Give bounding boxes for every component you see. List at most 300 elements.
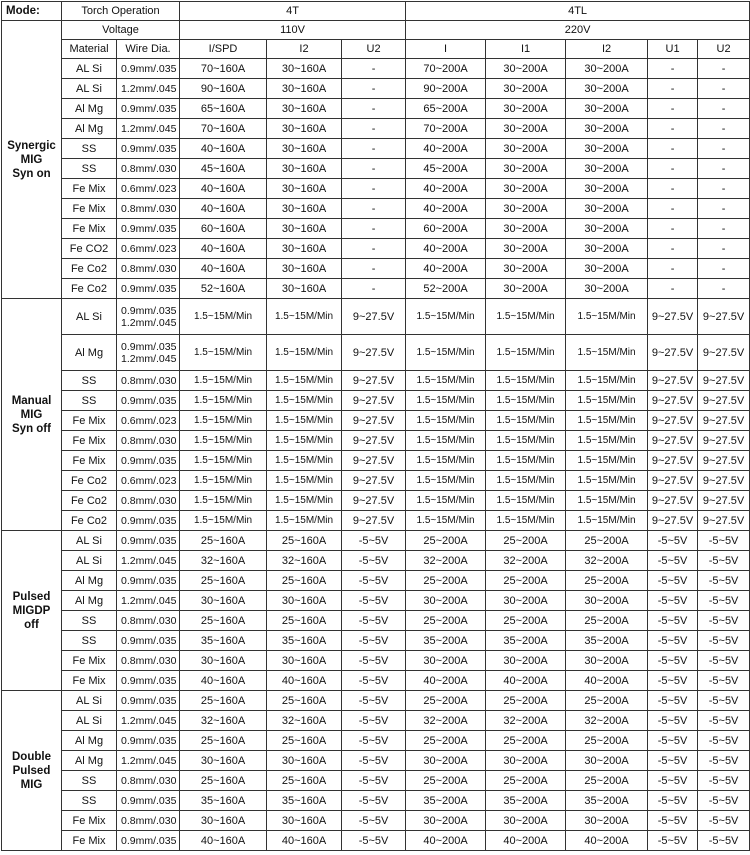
value-cell-4tl-u1: 9~27.5V (648, 511, 698, 531)
wire-dia-cell (117, 219, 180, 239)
value-cell-4tl-u2: -5~5V (698, 711, 750, 731)
value-cell-4tl-u1: -5~5V (648, 571, 698, 591)
value-cell-4t-i2: 30~160A (267, 751, 342, 771)
value-cell-4tl-u1: -5~5V (648, 651, 698, 671)
value-cell-4tl-u2: -5~5V (698, 611, 750, 631)
value-cell-4t-i-spd: 40~160A (180, 239, 267, 259)
wire-dia-cell (117, 335, 180, 371)
value-cell-4tl-i2: 30~200A (566, 139, 648, 159)
value-cell-4tl-u2: -5~5V (698, 691, 750, 711)
material-cell: Fe Co2 (62, 259, 117, 279)
value-cell-4tl-i1: 30~200A (486, 179, 566, 199)
table-row (2, 199, 750, 219)
wire-dia-value: 0.6mm/.023 (121, 182, 177, 195)
value-cell-4tl-i2: 30~200A (566, 259, 648, 279)
value-cell-4t-i2: 1.5~15M/Min (267, 391, 342, 411)
value-cell-4t-i-spd: 25~160A (180, 571, 267, 591)
value-cell-4tl-i1: 30~200A (486, 79, 566, 99)
value-cell-4tl-i2: 30~200A (566, 751, 648, 771)
wire-dia-cell (117, 791, 180, 811)
material-cell: SS (62, 371, 117, 391)
table-row (2, 691, 750, 711)
value-cell-4t-u2: - (342, 59, 406, 79)
value-cell-4t-i2: 1.5~15M/Min (267, 451, 342, 471)
table-row (2, 811, 750, 831)
material-cell: Fe Co2 (62, 279, 117, 299)
value-cell-4t-i-spd: 32~160A (180, 551, 267, 571)
value-cell-4tl-u2: 9~27.5V (698, 511, 750, 531)
value-cell-4tl-i1: 25~200A (486, 731, 566, 751)
value-cell-4tl-i: 35~200A (406, 631, 486, 651)
value-cell-4tl-i2: 25~200A (566, 571, 648, 591)
table-row (2, 159, 750, 179)
value-cell-4t-i2: 30~160A (267, 59, 342, 79)
value-cell-4tl-i2: 1.5~15M/Min (566, 511, 648, 531)
value-cell-4tl-i1: 1.5~15M/Min (486, 335, 566, 371)
value-cell-4tl-u2: - (698, 99, 750, 119)
table-row (2, 259, 750, 279)
wire-dia-value: 0.8mm/.030 (121, 374, 177, 387)
value-cell-4t-i2: 1.5~15M/Min (267, 491, 342, 511)
value-cell-4tl-u1: -5~5V (648, 591, 698, 611)
material-cell: Fe Co2 (62, 491, 117, 511)
material-cell: Fe Mix (62, 199, 117, 219)
value-cell-4tl-u1: - (648, 239, 698, 259)
value-cell-4t-i2: 32~160A (267, 711, 342, 731)
value-cell-4tl-i2: 1.5~15M/Min (566, 391, 648, 411)
wire-dia-value: 1.2mm/.045 (121, 714, 177, 727)
table-row (2, 371, 750, 391)
wire-dia-value: 0.9mm/.035 (121, 534, 177, 547)
value-cell-4t-i2: 30~160A (267, 591, 342, 611)
value-cell-4tl-i2: 1.5~15M/Min (566, 411, 648, 431)
material-cell: SS (62, 159, 117, 179)
material-cell: SS (62, 391, 117, 411)
wire-dia-cell (117, 431, 180, 451)
wire-dia-value: 0.9mm/.035 (121, 674, 177, 687)
value-cell-4tl-i2: 30~200A (566, 179, 648, 199)
wire-dia-cell (117, 671, 180, 691)
value-cell-4t-u2: 9~27.5V (342, 335, 406, 371)
value-cell-4tl-i: 30~200A (406, 811, 486, 831)
value-cell-4tl-u1: -5~5V (648, 611, 698, 631)
wire-dia-cell (117, 391, 180, 411)
value-cell-4tl-i1: 30~200A (486, 139, 566, 159)
value-cell-4tl-u2: 9~27.5V (698, 431, 750, 451)
value-cell-4tl-i: 40~200A (406, 199, 486, 219)
value-cell-4tl-u1: -5~5V (648, 771, 698, 791)
material-cell: Al Mg (62, 119, 117, 139)
value-cell-4tl-i1: 30~200A (486, 59, 566, 79)
material-cell: AL Si (62, 79, 117, 99)
value-cell-4tl-i: 65~200A (406, 99, 486, 119)
value-cell-4tl-i1: 30~200A (486, 279, 566, 299)
value-cell-4tl-i: 32~200A (406, 551, 486, 571)
value-cell-4tl-i1: 30~200A (486, 239, 566, 259)
value-cell-4tl-i1: 30~200A (486, 259, 566, 279)
value-cell-4tl-i2: 40~200A (566, 831, 648, 851)
wire-dia-value: 0.9mm/.035 (121, 394, 177, 407)
material-cell: AL Si (62, 551, 117, 571)
value-cell-4t-i2: 25~160A (267, 531, 342, 551)
value-cell-4t-i-spd: 40~160A (180, 831, 267, 851)
value-cell-4tl-i: 45~200A (406, 159, 486, 179)
value-cell-4tl-i2: 25~200A (566, 611, 648, 631)
wire-dia-cell (117, 551, 180, 571)
wire-dia-value: 0.9mm/.035 (121, 454, 177, 467)
value-cell-4tl-i2: 25~200A (566, 771, 648, 791)
value-cell-4t-u2: - (342, 159, 406, 179)
value-cell-4t-i2: 30~160A (267, 279, 342, 299)
value-cell-4tl-i1: 1.5~15M/Min (486, 391, 566, 411)
value-cell-4t-i2: 30~160A (267, 139, 342, 159)
value-cell-4t-u2: -5~5V (342, 671, 406, 691)
value-cell-4tl-i: 1.5~15M/Min (406, 451, 486, 471)
value-cell-4tl-i: 1.5~15M/Min (406, 491, 486, 511)
wire-dia-value: 0.8mm/.030 (121, 814, 177, 827)
value-cell-4t-i2: 30~160A (267, 79, 342, 99)
material-cell: Fe Mix (62, 219, 117, 239)
value-cell-4tl-i: 1.5~15M/Min (406, 511, 486, 531)
value-cell-4t-i-spd: 40~160A (180, 139, 267, 159)
value-cell-4tl-i1: 30~200A (486, 199, 566, 219)
value-cell-4t-i-spd: 1.5~15M/Min (180, 471, 267, 491)
material-cell: SS (62, 791, 117, 811)
value-cell-4tl-u1: -5~5V (648, 691, 698, 711)
table-row (2, 335, 750, 371)
value-cell-4tl-u2: - (698, 219, 750, 239)
value-cell-4tl-u2: - (698, 259, 750, 279)
col-header-4tl-i2: I2 (566, 40, 648, 59)
value-cell-4tl-i1: 30~200A (486, 99, 566, 119)
value-cell-4t-u2: - (342, 279, 406, 299)
col-header-4tl-u2: U2 (698, 40, 750, 59)
mode-line: Manual (11, 394, 52, 407)
material-cell: Fe Mix (62, 179, 117, 199)
wire-dia-value: 0.8mm/.030 (121, 774, 177, 787)
mode-line: Double (12, 750, 51, 763)
value-cell-4t-i2: 1.5~15M/Min (267, 511, 342, 531)
value-cell-4t-i-spd: 1.5~15M/Min (180, 511, 267, 531)
wire-dia-value: 0.8mm/.030 (121, 262, 177, 275)
wire-dia-value: 1.2mm/.045 (121, 554, 177, 567)
table-row (2, 571, 750, 591)
wire-dia-cell (117, 119, 180, 139)
value-cell-4tl-i1: 1.5~15M/Min (486, 511, 566, 531)
value-cell-4tl-i: 30~200A (406, 751, 486, 771)
mode-cell (2, 691, 62, 851)
value-cell-4tl-i2: 30~200A (566, 119, 648, 139)
value-cell-4tl-u1: - (648, 139, 698, 159)
value-cell-4tl-u2: -5~5V (698, 791, 750, 811)
header-row-columns (2, 40, 750, 59)
value-cell-4tl-u1: - (648, 99, 698, 119)
value-cell-4t-u2: -5~5V (342, 811, 406, 831)
wire-dia-cell (117, 411, 180, 431)
value-cell-4tl-i: 1.5~15M/Min (406, 335, 486, 371)
value-cell-4tl-i2: 1.5~15M/Min (566, 371, 648, 391)
value-cell-4tl-u2: 9~27.5V (698, 335, 750, 371)
material-cell: AL Si (62, 531, 117, 551)
value-cell-4tl-i2: 30~200A (566, 651, 648, 671)
value-cell-4tl-u1: - (648, 59, 698, 79)
table-row (2, 279, 750, 299)
value-cell-4tl-u2: -5~5V (698, 671, 750, 691)
value-cell-4tl-u1: -5~5V (648, 811, 698, 831)
value-cell-4tl-i2: 30~200A (566, 79, 648, 99)
material-cell: Fe CO2 (62, 239, 117, 259)
wire-dia-cell (117, 711, 180, 731)
value-cell-4tl-i2: 25~200A (566, 731, 648, 751)
value-cell-4tl-i2: 30~200A (566, 239, 648, 259)
value-cell-4t-i-spd: 90~160A (180, 79, 267, 99)
value-cell-4t-u2: 9~27.5V (342, 411, 406, 431)
table-row (2, 79, 750, 99)
value-cell-4tl-i2: 35~200A (566, 631, 648, 651)
value-cell-4tl-u2: 9~27.5V (698, 471, 750, 491)
wire-dia-value: 0.9mm/.035 (121, 304, 177, 317)
col-header-4tl-i1: I1 (486, 40, 566, 59)
wire-dia-cell (117, 491, 180, 511)
value-cell-4tl-u1: 9~27.5V (648, 451, 698, 471)
value-cell-4tl-i: 40~200A (406, 831, 486, 851)
table-row (2, 219, 750, 239)
value-cell-4tl-u1: 9~27.5V (648, 391, 698, 411)
value-cell-4tl-u2: 9~27.5V (698, 299, 750, 335)
table-row (2, 119, 750, 139)
mode-cell (2, 21, 62, 299)
value-cell-4tl-i1: 1.5~15M/Min (486, 491, 566, 511)
table-row (2, 391, 750, 411)
wire-dia-cell (117, 371, 180, 391)
mode-label: Mode: (2, 2, 62, 21)
material-cell: Al Mg (62, 751, 117, 771)
value-cell-4t-i-spd: 1.5~15M/Min (180, 299, 267, 335)
col-header-4tl-i: I (406, 40, 486, 59)
table-row (2, 771, 750, 791)
table-row (2, 299, 750, 335)
value-cell-4t-u2: 9~27.5V (342, 391, 406, 411)
value-cell-4tl-i1: 1.5~15M/Min (486, 411, 566, 431)
value-cell-4t-i2: 30~160A (267, 219, 342, 239)
col-header-4tl-u1: U1 (648, 40, 698, 59)
value-cell-4t-i2: 30~160A (267, 99, 342, 119)
value-cell-4tl-i: 35~200A (406, 791, 486, 811)
value-cell-4tl-u1: - (648, 179, 698, 199)
value-cell-4tl-i: 40~200A (406, 239, 486, 259)
wire-dia-value: 0.9mm/.035 (121, 834, 177, 847)
value-cell-4tl-i2: 40~200A (566, 671, 648, 691)
value-cell-4tl-i2: 1.5~15M/Min (566, 471, 648, 491)
value-cell-4tl-u2: -5~5V (698, 531, 750, 551)
value-cell-4t-i2: 25~160A (267, 771, 342, 791)
value-cell-4t-i2: 1.5~15M/Min (267, 411, 342, 431)
value-cell-4t-i2: 35~160A (267, 631, 342, 651)
wire-dia-cell (117, 831, 180, 851)
value-cell-4tl-u1: -5~5V (648, 791, 698, 811)
value-cell-4tl-u2: 9~27.5V (698, 371, 750, 391)
value-cell-4tl-u2: - (698, 199, 750, 219)
wire-dia-value: 0.8mm/.030 (121, 162, 177, 175)
value-cell-4tl-u2: - (698, 59, 750, 79)
wire-dia-value: 0.9mm/.035 (121, 282, 177, 295)
value-cell-4tl-i: 40~200A (406, 179, 486, 199)
wire-dia-value: 0.8mm/.030 (121, 202, 177, 215)
value-cell-4t-i2: 25~160A (267, 611, 342, 631)
material-cell: Fe Mix (62, 651, 117, 671)
value-cell-4tl-i: 40~200A (406, 671, 486, 691)
value-cell-4tl-i1: 25~200A (486, 611, 566, 631)
value-cell-4tl-i1: 1.5~15M/Min (486, 371, 566, 391)
value-cell-4tl-u1: -5~5V (648, 631, 698, 651)
value-cell-4tl-i2: 32~200A (566, 711, 648, 731)
value-cell-4tl-u1: - (648, 79, 698, 99)
value-cell-4tl-i: 25~200A (406, 571, 486, 591)
value-cell-4t-i-spd: 70~160A (180, 119, 267, 139)
material-cell: Fe Mix (62, 831, 117, 851)
header-row-voltage (2, 21, 750, 40)
value-cell-4t-u2: -5~5V (342, 751, 406, 771)
value-cell-4t-i-spd: 25~160A (180, 731, 267, 751)
wire-dia-cell (117, 179, 180, 199)
table-row (2, 591, 750, 611)
mode-line: Synergic (7, 139, 56, 152)
value-cell-4t-i2: 25~160A (267, 731, 342, 751)
value-cell-4tl-u1: -5~5V (648, 671, 698, 691)
value-cell-4t-i-spd: 30~160A (180, 751, 267, 771)
mode-line: MIG (20, 408, 43, 421)
voltage-110v: 110V (180, 21, 406, 40)
value-cell-4tl-i1: 32~200A (486, 551, 566, 571)
wire-dia-cell (117, 731, 180, 751)
value-cell-4tl-i1: 40~200A (486, 831, 566, 851)
wire-dia-value: 0.6mm/.023 (121, 242, 177, 255)
value-cell-4tl-i2: 30~200A (566, 99, 648, 119)
mode-line: MIG (20, 778, 43, 791)
value-cell-4tl-i2: 25~200A (566, 691, 648, 711)
voltage-220v: 220V (406, 21, 750, 40)
wire-dia-cell (117, 239, 180, 259)
value-cell-4t-u2: - (342, 119, 406, 139)
value-cell-4tl-u2: -5~5V (698, 571, 750, 591)
mode-line: off (24, 618, 39, 631)
value-cell-4t-i2: 32~160A (267, 551, 342, 571)
value-cell-4t-u2: -5~5V (342, 711, 406, 731)
value-cell-4t-u2: -5~5V (342, 771, 406, 791)
value-cell-4t-i2: 1.5~15M/Min (267, 371, 342, 391)
value-cell-4tl-u2: -5~5V (698, 551, 750, 571)
material-cell: Fe Mix (62, 431, 117, 451)
value-cell-4t-i-spd: 35~160A (180, 631, 267, 651)
value-cell-4tl-i: 70~200A (406, 59, 486, 79)
value-cell-4tl-u1: 9~27.5V (648, 299, 698, 335)
value-cell-4t-u2: 9~27.5V (342, 431, 406, 451)
value-cell-4t-i-spd: 25~160A (180, 691, 267, 711)
wire-dia-value: 0.9mm/.035 (121, 222, 177, 235)
wire-dia-value: 0.9mm/.035 (121, 734, 177, 747)
value-cell-4tl-i: 30~200A (406, 591, 486, 611)
value-cell-4tl-i: 1.5~15M/Min (406, 431, 486, 451)
value-cell-4tl-i: 70~200A (406, 119, 486, 139)
value-cell-4tl-i: 32~200A (406, 711, 486, 731)
table-row (2, 651, 750, 671)
value-cell-4t-i-spd: 30~160A (180, 811, 267, 831)
wire-dia-value: 0.9mm/.035 (121, 514, 177, 527)
value-cell-4tl-i: 30~200A (406, 651, 486, 671)
mode-line: Syn off (12, 422, 51, 435)
material-cell: AL Si (62, 711, 117, 731)
material-cell: Fe Co2 (62, 471, 117, 491)
value-cell-4t-u2: - (342, 199, 406, 219)
value-cell-4t-i-spd: 25~160A (180, 531, 267, 551)
value-cell-4t-i-spd: 1.5~15M/Min (180, 431, 267, 451)
value-cell-4tl-u1: - (648, 219, 698, 239)
value-cell-4tl-u2: 9~27.5V (698, 391, 750, 411)
wire-dia-value: 0.8mm/.030 (121, 494, 177, 507)
wire-dia-cell (117, 199, 180, 219)
value-cell-4tl-i: 1.5~15M/Min (406, 411, 486, 431)
value-cell-4tl-u2: - (698, 159, 750, 179)
value-cell-4tl-u1: -5~5V (648, 551, 698, 571)
material-cell: Fe Mix (62, 411, 117, 431)
value-cell-4t-u2: -5~5V (342, 651, 406, 671)
value-cell-4t-i-spd: 60~160A (180, 219, 267, 239)
table-row (2, 531, 750, 551)
value-cell-4t-i2: 40~160A (267, 671, 342, 691)
parameter-table (1, 1, 750, 851)
value-cell-4tl-i: 25~200A (406, 771, 486, 791)
value-cell-4t-u2: 9~27.5V (342, 371, 406, 391)
table-row (2, 471, 750, 491)
table-row (2, 179, 750, 199)
value-cell-4t-i2: 30~160A (267, 159, 342, 179)
wire-dia-cell (117, 79, 180, 99)
value-cell-4tl-i2: 30~200A (566, 219, 648, 239)
value-cell-4tl-u1: -5~5V (648, 731, 698, 751)
value-cell-4t-i-spd: 65~160A (180, 99, 267, 119)
material-cell: Al Mg (62, 731, 117, 751)
table-row (2, 411, 750, 431)
value-cell-4tl-u1: - (648, 199, 698, 219)
value-cell-4t-i-spd: 40~160A (180, 199, 267, 219)
value-cell-4tl-i1: 1.5~15M/Min (486, 431, 566, 451)
wire-dia-cell (117, 651, 180, 671)
value-cell-4tl-u1: - (648, 279, 698, 299)
value-cell-4tl-i: 40~200A (406, 259, 486, 279)
wire-dia-value: 0.8mm/.030 (121, 654, 177, 667)
value-cell-4tl-i: 90~200A (406, 79, 486, 99)
wire-dia-cell (117, 99, 180, 119)
value-cell-4tl-i2: 1.5~15M/Min (566, 431, 648, 451)
table-row (2, 611, 750, 631)
value-cell-4tl-i1: 1.5~15M/Min (486, 471, 566, 491)
value-cell-4t-i2: 1.5~15M/Min (267, 299, 342, 335)
material-cell: Fe Co2 (62, 511, 117, 531)
value-cell-4t-i2: 40~160A (267, 831, 342, 851)
value-cell-4tl-i1: 1.5~15M/Min (486, 451, 566, 471)
value-cell-4tl-i1: 30~200A (486, 811, 566, 831)
value-cell-4tl-u2: - (698, 139, 750, 159)
value-cell-4tl-i1: 30~200A (486, 751, 566, 771)
value-cell-4t-i-spd: 1.5~15M/Min (180, 451, 267, 471)
value-cell-4t-u2: - (342, 179, 406, 199)
wire-dia-value: 0.9mm/.035 (121, 794, 177, 807)
value-cell-4tl-i2: 25~200A (566, 531, 648, 551)
value-cell-4t-i-spd: 1.5~15M/Min (180, 411, 267, 431)
value-cell-4t-i2: 30~160A (267, 259, 342, 279)
value-cell-4t-u2: - (342, 99, 406, 119)
wire-dia-value: 1.2mm/.045 (121, 352, 177, 365)
